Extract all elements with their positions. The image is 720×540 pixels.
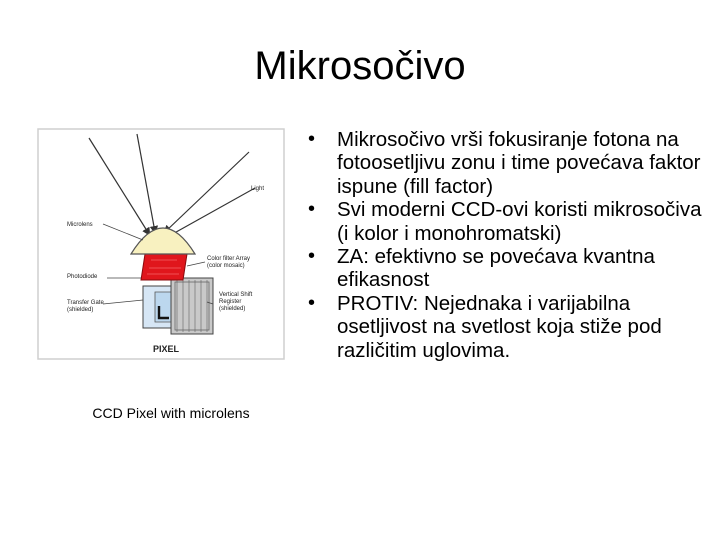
vertical-shift-register: [171, 278, 213, 334]
label-register-note: (shielded): [219, 306, 246, 312]
label-transfer-gate-note: (shielded): [67, 307, 94, 313]
label-register: Register: [219, 299, 242, 305]
bullet-item: [305, 198, 705, 245]
label-vertical-shift: Vertical Shift: [219, 292, 253, 298]
bullet-text: Mikrosočivo vrši fokusiranje fotona na fotoosetljivu zonu i time povećava faktor ispune (fill factor): [337, 128, 701, 198]
bullet-dot-icon: •: [308, 291, 316, 314]
bullet-list: [305, 128, 705, 362]
color-filter: [141, 254, 187, 280]
bullet-item: [305, 292, 705, 362]
label-light: Light: [251, 186, 265, 192]
slide-title: Mikrosočivo: [254, 44, 466, 88]
ccd-pixel-diagram: [37, 128, 285, 360]
bullet-dot-icon: •: [308, 198, 316, 221]
bullet-text: Svi moderni CCD-ovi koristi mikrosočiva (i kolor i monohromatski): [337, 198, 702, 245]
bullet-item: [305, 245, 705, 292]
bullet-text: ZA: efektivno se povećava kvantna efikasnost: [337, 245, 655, 292]
label-photodiode: Photodiode: [67, 274, 98, 280]
label-microlens: Microlens: [67, 222, 93, 228]
figure-caption: CCD Pixel with microlens: [92, 405, 250, 421]
label-transfer-gate: Transfer Gate: [67, 300, 104, 306]
bullet-item: [305, 128, 705, 198]
bullet-dot-icon: •: [308, 245, 316, 268]
label-color-filter-note: (color mosaic): [207, 263, 245, 269]
label-color-filter: Color filter Array: [207, 256, 251, 262]
bullet-dot-icon: •: [308, 128, 316, 150]
label-pixel: PIXEL: [153, 344, 180, 354]
bullet-text: PROTIV: Nejednaka i varijabilna osetljivost na svetlost koja stiže pod različitim uglovima.: [337, 291, 662, 362]
